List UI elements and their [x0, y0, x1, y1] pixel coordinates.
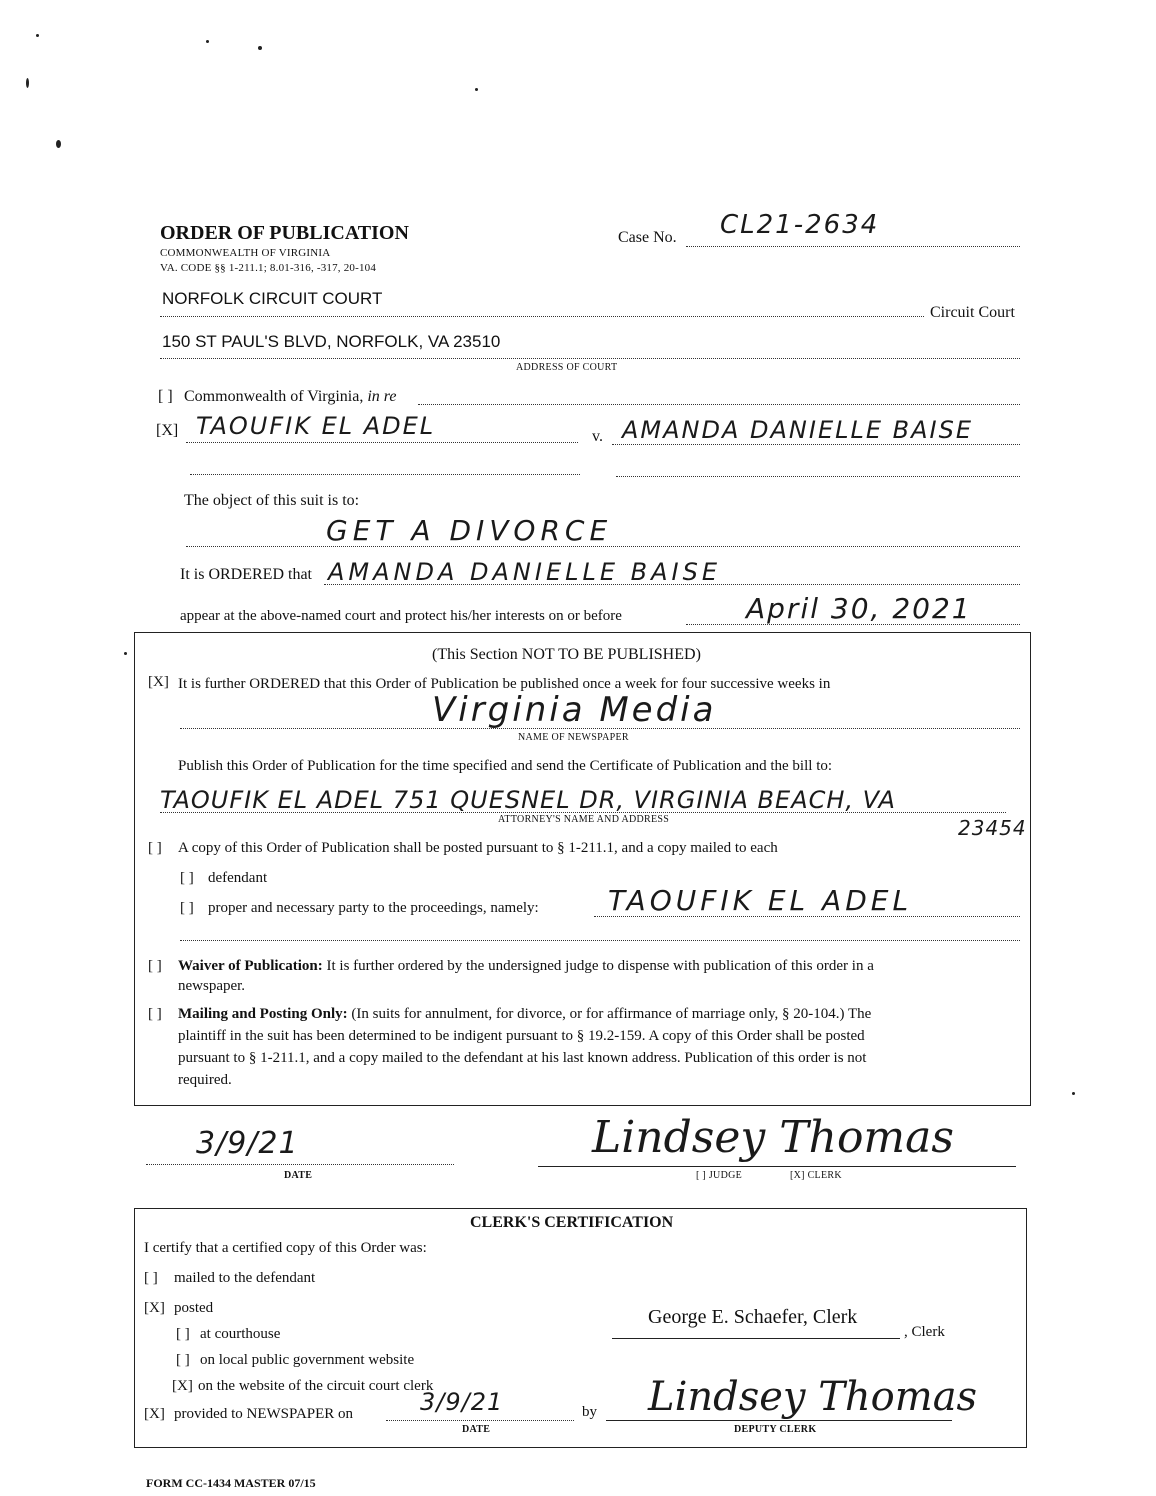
proper-party-checkbox: [ ]: [180, 900, 194, 916]
form-subtitle: COMMONWEALTH OF VIRGINIA: [160, 247, 331, 259]
scan-speck: [258, 46, 262, 50]
attorney-line: [160, 812, 1006, 813]
commonwealth-checkbox: [ ]: [158, 388, 173, 405]
court-name: NORFOLK CIRCUIT COURT: [162, 289, 383, 308]
waiver-text: Waiver of Publication: It is further ordered by the undersigned judge to dispense with publication of this order in a: [178, 958, 874, 974]
case-number-label: Case No.: [618, 229, 677, 246]
posted-checkbox: [X]: [144, 1300, 165, 1316]
further-ordered-text: It is further ORDERED that this Order of Publication be published once a week for four successive weeks in: [178, 676, 831, 692]
proper-party-line-2: [180, 940, 1020, 941]
judge-signature-line: [538, 1166, 1016, 1167]
deputy-clerk-caption: DEPUTY CLERK: [734, 1424, 817, 1435]
clerk-caption: [X] CLERK: [790, 1170, 842, 1181]
appear-date-line: [686, 624, 1020, 625]
form-number: FORM CC-1434 MASTER 07/15: [146, 1476, 316, 1490]
courthouse-option: at courthouse: [200, 1326, 281, 1342]
posted-option: posted: [174, 1300, 214, 1316]
attorney-caption: ATTORNEY'S NAME AND ADDRESS: [498, 814, 670, 825]
defendant-name: AMANDA DANIELLE BAISE: [622, 416, 974, 444]
versus-label: v.: [592, 428, 603, 445]
court-address-line: [160, 358, 1020, 359]
appear-label: appear at the above-named court and protect his/her interests on or before: [180, 608, 622, 624]
defendant-option: defendant: [208, 870, 268, 886]
order-date-line: [146, 1164, 454, 1165]
court-name-line: [160, 316, 924, 317]
copy-checkbox: [ ]: [148, 840, 162, 856]
ordered-party: AMANDA DANIELLE BAISE: [328, 558, 722, 586]
ordered-label: It is ORDERED that: [180, 566, 312, 583]
mailed-checkbox: [ ]: [144, 1270, 158, 1286]
mailing-text-1: Mailing and Posting Only: (In suits for annulment, for divorce, or for affirmance of marriage only, § 20-104.) The: [178, 1006, 872, 1022]
defendant-line: [612, 444, 1020, 445]
mailing-checkbox: [ ]: [148, 1006, 162, 1022]
appear-date: April 30, 2021: [746, 592, 972, 625]
in-re-line: [418, 404, 1020, 405]
mailing-text-4: required.: [178, 1072, 232, 1088]
order-date-caption: DATE: [284, 1170, 313, 1181]
further-checkbox: [X]: [148, 674, 169, 690]
not-published-heading: (This Section NOT TO BE PUBLISHED): [432, 646, 701, 663]
scan-speck: [26, 78, 29, 88]
circuit-court-suffix: Circuit Court: [930, 304, 1015, 321]
scan-speck: [1072, 1092, 1075, 1095]
clerk-website-checkbox: [X]: [172, 1378, 193, 1394]
commonwealth-label: Commonwealth of Virginia, in re: [184, 388, 397, 405]
provided-date: 3/9/21: [420, 1388, 504, 1416]
scan-speck: [36, 34, 39, 37]
case-number-line: [686, 246, 1020, 247]
object-line: [186, 546, 1020, 547]
clerk-suffix: , Clerk: [904, 1324, 945, 1340]
court-address: 150 ST PAUL'S BLVD, NORFOLK, VA 23510: [162, 332, 501, 351]
judge-caption: [ ] JUDGE: [696, 1170, 743, 1181]
form-title: ORDER OF PUBLICATION: [160, 222, 409, 244]
attorney-address: TAOUFIK EL ADEL 751 QUESNEL DR, VIRGINIA BEACH, VA: [160, 786, 896, 814]
publish-instructions: Publish this Order of Publication for the time specified and send the Certificate of Publication and the bill to:: [178, 758, 833, 774]
newspaper-name: Virginia Media: [432, 690, 717, 730]
judge-signature: Lindsey Thomas: [592, 1112, 954, 1163]
newspaper-line: [180, 728, 1020, 729]
mailing-text-3: pursuant to § 1-211.1, and a copy mailed to the defendant at his last known address. Publication of this order is not: [178, 1050, 867, 1066]
newspaper-caption: NAME OF NEWSPAPER: [518, 732, 629, 743]
order-date: 3/9/21: [196, 1126, 299, 1161]
newspaper-checkbox: [X]: [144, 1406, 165, 1422]
certification-heading: CLERK'S CERTIFICATION: [470, 1214, 674, 1231]
deputy-signature-line: [606, 1420, 952, 1421]
local-website-option: on local public government website: [200, 1352, 415, 1368]
copy-text: A copy of this Order of Publication shall be posted pursuant to § 1-211.1, and a copy mailed to each: [178, 840, 778, 856]
by-label: by: [582, 1404, 597, 1420]
clerk-name-line: [612, 1338, 900, 1339]
object-value: GET A DIVORCE: [326, 514, 613, 547]
waiver-text-2: newspaper.: [178, 978, 246, 994]
proper-party-name: TAOUFIK EL ADEL: [608, 884, 913, 917]
attorney-zip: 23454: [958, 816, 1027, 840]
provided-to-newspaper-label: provided to NEWSPAPER on: [174, 1406, 354, 1422]
defendant-checkbox: [ ]: [180, 870, 194, 886]
scan-speck: [56, 140, 61, 148]
plaintiff-line: [186, 442, 578, 443]
plaintiff-line-2: [190, 474, 580, 475]
defendant-line-2: [616, 476, 1020, 477]
courthouse-checkbox: [ ]: [176, 1326, 190, 1342]
proper-party-label: proper and necessary party to the proceedings, namely:: [208, 900, 539, 916]
clerk-name: George E. Schaefer, Clerk: [648, 1306, 858, 1328]
scan-speck: [475, 88, 478, 91]
ordered-line: [324, 584, 1020, 585]
certification-intro: I certify that a certified copy of this Order was:: [144, 1240, 427, 1256]
waiver-checkbox: [ ]: [148, 958, 162, 974]
deputy-clerk-signature: Lindsey Thomas: [648, 1374, 978, 1420]
provided-date-line: [386, 1420, 574, 1421]
statute-reference: VA. CODE §§ 1-211.1; 8.01-316, -317, 20-104: [160, 262, 377, 274]
mailing-text-2: plaintiff in the suit has been determined to be indigent pursuant to § 19.2-159. A copy of this Order shall be posted: [178, 1028, 865, 1044]
proper-party-line: [594, 916, 1020, 917]
object-label: The object of this suit is to:: [184, 492, 360, 509]
party-checkbox: [X]: [156, 422, 179, 439]
mailed-option: mailed to the defendant: [174, 1270, 316, 1286]
local-website-checkbox: [ ]: [176, 1352, 190, 1368]
provided-date-caption: DATE: [462, 1424, 491, 1435]
case-number: CL21-2634: [720, 210, 880, 240]
address-caption: ADDRESS OF COURT: [516, 362, 618, 373]
scan-speck: [206, 40, 209, 43]
plaintiff-name: TAOUFIK EL ADEL: [196, 412, 436, 440]
clerk-website-option: on the website of the circuit court clerk: [198, 1378, 434, 1394]
scan-speck: [124, 652, 127, 655]
